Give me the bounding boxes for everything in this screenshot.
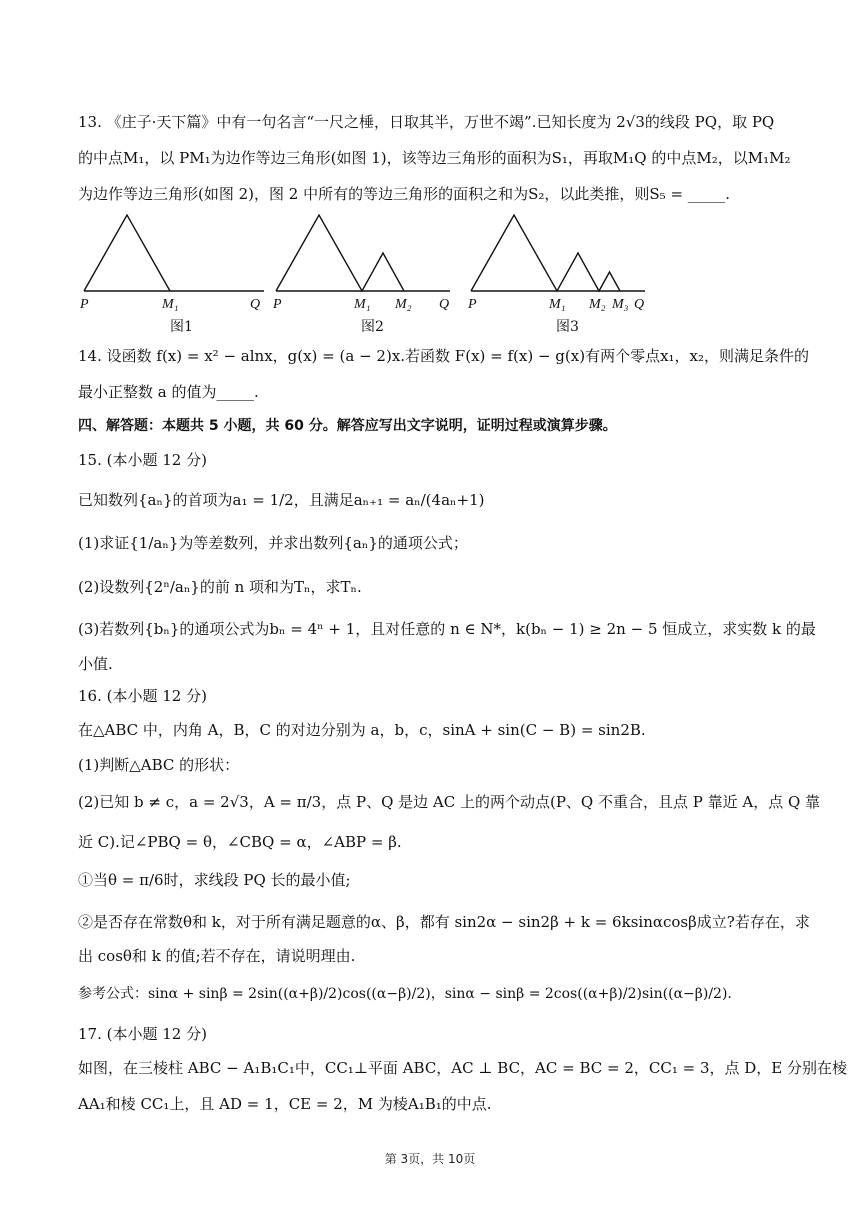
fig3-label-m2: M₂ xyxy=(589,297,606,312)
q17-line1: 如图，在三棱柱 ABC − A₁B₁C₁中，CC₁⊥平面 ABC，AC ⊥ BC，AC = BC = 2，CC₁ = 3，点 D，E 分别在棱 xyxy=(78,1059,848,1077)
q16-sub2b: 出 cosθ和 k 的值;若不存在，请说明理由. xyxy=(78,947,356,965)
q14-line1: 14. 设函数 f(x) = x² − alnx，g(x) = (a − 2)x.若函数 F(x) = f(x) − g(x)有两个零点x₁，x₂，则满足条件的 xyxy=(78,347,810,365)
q14-line2: 最小正整数 a 的值为_____. xyxy=(78,383,259,401)
q15-given: 已知数列{aₙ}的首项为a₁ = 1/2，且满足aₙ₊₁ = aₙ/(4aₙ+1) xyxy=(78,491,485,509)
q13-line2: 的中点M₁，以 PM₁为边作等边三角形(如图 1)，该等边三角形的面积为S₁，再取M₁Q 的中点M₂，以M₁M₂ xyxy=(78,149,791,167)
fig2-label-m1: M₁ xyxy=(354,297,371,312)
q16-sub1: ①当θ = π/6时，求线段 PQ 长的最小值; xyxy=(78,871,351,889)
q16-part1: (1)判断△ABC 的形状： xyxy=(78,756,240,774)
q16-header: 16. (本小题 12 分) xyxy=(78,687,207,705)
q15-part3b: 小值. xyxy=(78,655,113,673)
fig1-caption: 图1 xyxy=(170,319,193,335)
q13-line1: 13. 《庄子·天下篇》中有一句名言“一尺之棰，日取其半，万世不竭”.已知长度为 2√3的线段 PQ，取 PQ xyxy=(78,113,775,131)
q17-line2: AA₁和棱 CC₁上，且 AD = 1，CE = 2，M 为棱A₁B₁的中点. xyxy=(78,1095,492,1113)
fig2-label-p: P xyxy=(273,297,282,312)
q16-part2b: 近 C).记∠PBQ = θ，∠CBQ = α，∠ABP = β. xyxy=(78,833,402,851)
section-4-heading: 四、解答题：本题共 5 小题，共 60 分。解答应写出文字说明，证明过程或演算步骤。 xyxy=(78,418,617,434)
q16-sub2a: ②是否存在常数θ和 k，对于所有满足题意的α、β，都有 sin2α − sin2β + k = 6ksinαcosβ成立?若存在，求 xyxy=(78,913,810,931)
q16-part2a: (2)已知 b ≠ c，a = 2√3，A = π/3，点 P、Q 是边 AC 上的两个动点(P、Q 不重合，且点 P 靠近 A，点 Q 靠 xyxy=(78,793,821,811)
figure-1 xyxy=(78,208,268,338)
fig3-caption: 图3 xyxy=(556,319,579,335)
q17-header: 17. (本小题 12 分) xyxy=(78,1025,207,1043)
fig2-label-m2: M₂ xyxy=(395,297,412,312)
q15-part3a: (3)若数列{bₙ}的通项公式为bₙ = 4ⁿ + 1，且对任意的 n ∈ N*，k(bₙ − 1) ≥ 2n − 5 恒成立，求实数 k 的最 xyxy=(78,620,816,638)
q13-line3: 为边作等边三角形(如图 2)，图 2 中所有的等边三角形的面积之和为S₂，以此类推，则S₅ = _____. xyxy=(78,185,731,203)
q16-given: 在△ABC 中，内角 A，B，C 的对边分别为 a，b，c，sinA + sin(C − B) = sin2B. xyxy=(78,721,646,739)
fig1-label-q: Q xyxy=(250,297,261,312)
fig1-label-m1: M₁ xyxy=(162,297,179,312)
q16-formula: 参考公式：sinα + sinβ = 2sin((α+β)/2)cos((α−β)/2)，sinα − sinβ = 2cos((α+β)/2)sin((α−β)/2). xyxy=(78,986,732,1002)
fig3-label-m3: M₃ xyxy=(612,297,629,312)
q15-part1: (1)求证{1/aₙ}为等差数列，并求出数列{aₙ}的通项公式； xyxy=(78,534,468,552)
fig3-label-p: P xyxy=(468,297,477,312)
fig3-label-q: Q xyxy=(634,297,645,312)
fig1-label-p: P xyxy=(80,297,89,312)
figure-2 xyxy=(273,208,463,338)
q15-part2: (2)设数列{2ⁿ/aₙ}的前 n 项和为Tₙ，求Tₙ. xyxy=(78,578,362,596)
page-footer: 第 3页，共 10页 xyxy=(384,1152,476,1166)
figure-3 xyxy=(468,208,658,338)
fig2-caption: 图2 xyxy=(361,319,384,335)
fig2-label-q: Q xyxy=(439,297,450,312)
q13-figures xyxy=(78,208,648,343)
fig3-label-m1: M₁ xyxy=(549,297,566,312)
q15-header: 15. (本小题 12 分) xyxy=(78,451,207,469)
